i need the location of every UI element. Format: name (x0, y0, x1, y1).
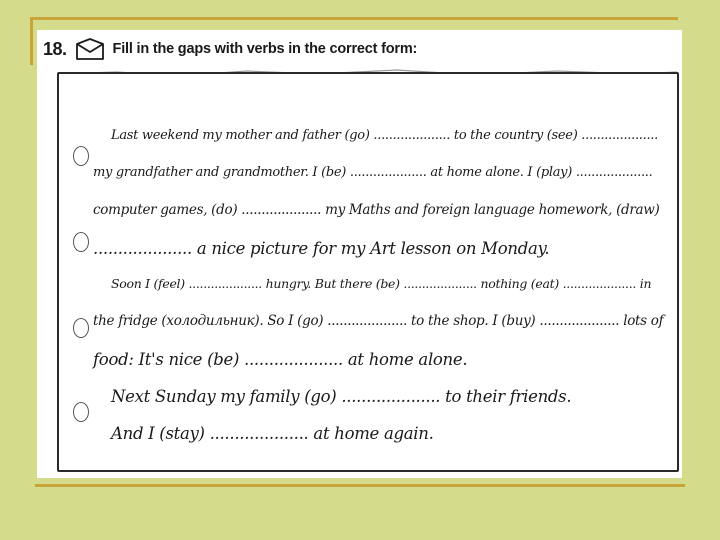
frame-bottom-line (35, 484, 685, 487)
text-line: Last weekend my mother and father (go) .................... to the country (see) .................... (111, 128, 658, 143)
exercise-text-box (57, 72, 679, 472)
frame-top-line (30, 17, 678, 20)
binder-hole-icon (73, 402, 89, 422)
text-line: Next Sunday my family (go) .................... to their friends. (111, 387, 572, 406)
text-line: Soon I (feel) .................... hungry. But there (be) .................... nothing (eat) .................... in (111, 276, 652, 291)
exercise-instruction: Fill in the gaps with verbs in the correct form: (112, 41, 418, 57)
text-line: the fridge (холодильник). So I (go) .................... to the shop. I (buy) .................... lots of (93, 313, 664, 329)
text-line: my grandfather and grandmother. I (be) .................... at home alone. I (play) .................... (93, 165, 653, 180)
binder-hole-icon (73, 146, 89, 166)
text-line: computer games, (do) .................... my Maths and foreign language homework, (draw) (93, 202, 660, 218)
exercise-number: 18. (43, 38, 67, 59)
text-line: .................... a nice picture for my Art lesson on Monday. (93, 239, 550, 258)
binder-hole-icon (73, 232, 89, 252)
text-line: And I (stay) .................... at home again. (111, 424, 434, 443)
text-line: food: It's nice (be) .................... at home alone. (93, 350, 468, 369)
worksheet (37, 30, 682, 478)
frame-left-line (30, 17, 33, 65)
binder-hole-icon (73, 318, 89, 338)
